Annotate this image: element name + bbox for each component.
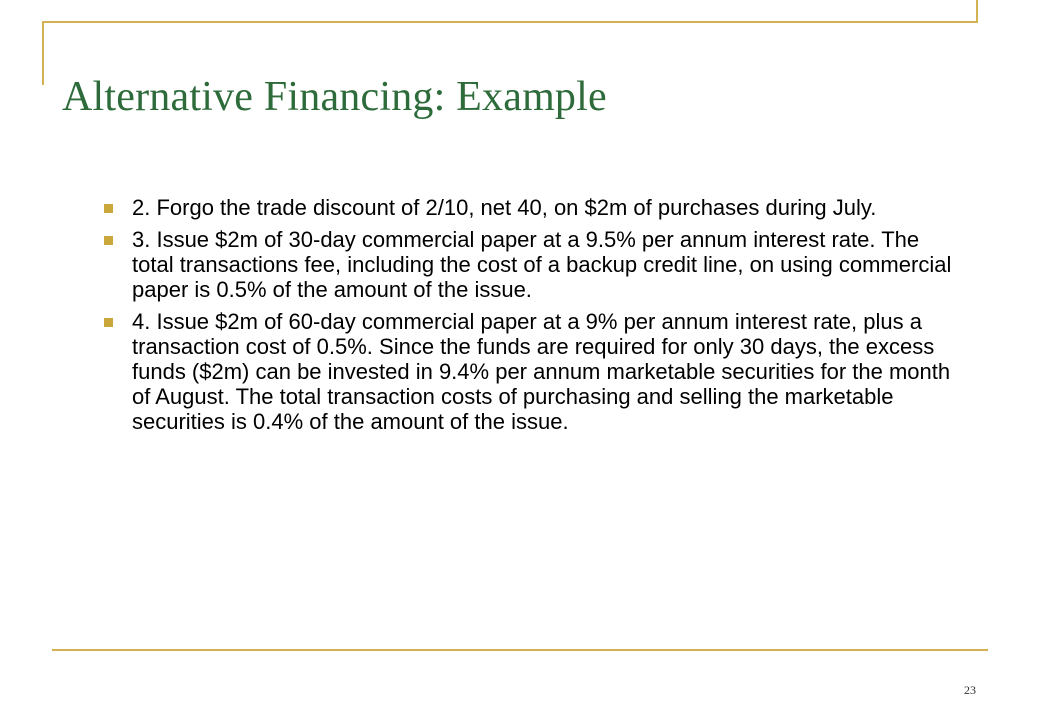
left-vertical-rule [42,21,44,85]
bullet-text: 2. Forgo the trade discount of 2/10, net 40, on $2m of purchases during July. [132,195,877,220]
square-bullet-icon [104,204,113,213]
bullet-text: 4. Issue $2m of 60-day commercial paper at a 9% per annum interest rate, plus a transaction cost of 0.5%. Since the funds are required for only 30 days, the excess funds ($2m) can be invested in 9.4% per annum marketable securities for the month of August. The total transaction costs of purchasing and selling the marketable securities is 0.4% of the amount of the issue. [132,309,951,434]
bullet-list [104,195,964,441]
slide-title: Alternative Financing: Example [62,74,607,120]
square-bullet-icon [104,318,113,327]
bullet-item [104,195,964,220]
page-number: 23 [964,683,976,697]
bullet-text: 3. Issue $2m of 30-day commercial paper at a 9.5% per annum interest rate. The total transactions fee, including the cost of a backup credit line, on using commercial paper is 0.5% of the amount of the issue. [132,227,952,302]
bottom-rule [52,649,988,651]
right-tick-rule [976,0,978,23]
square-bullet-icon [104,236,113,245]
top-rule [42,21,978,23]
bullet-item [104,309,964,434]
bullet-item [104,227,964,302]
